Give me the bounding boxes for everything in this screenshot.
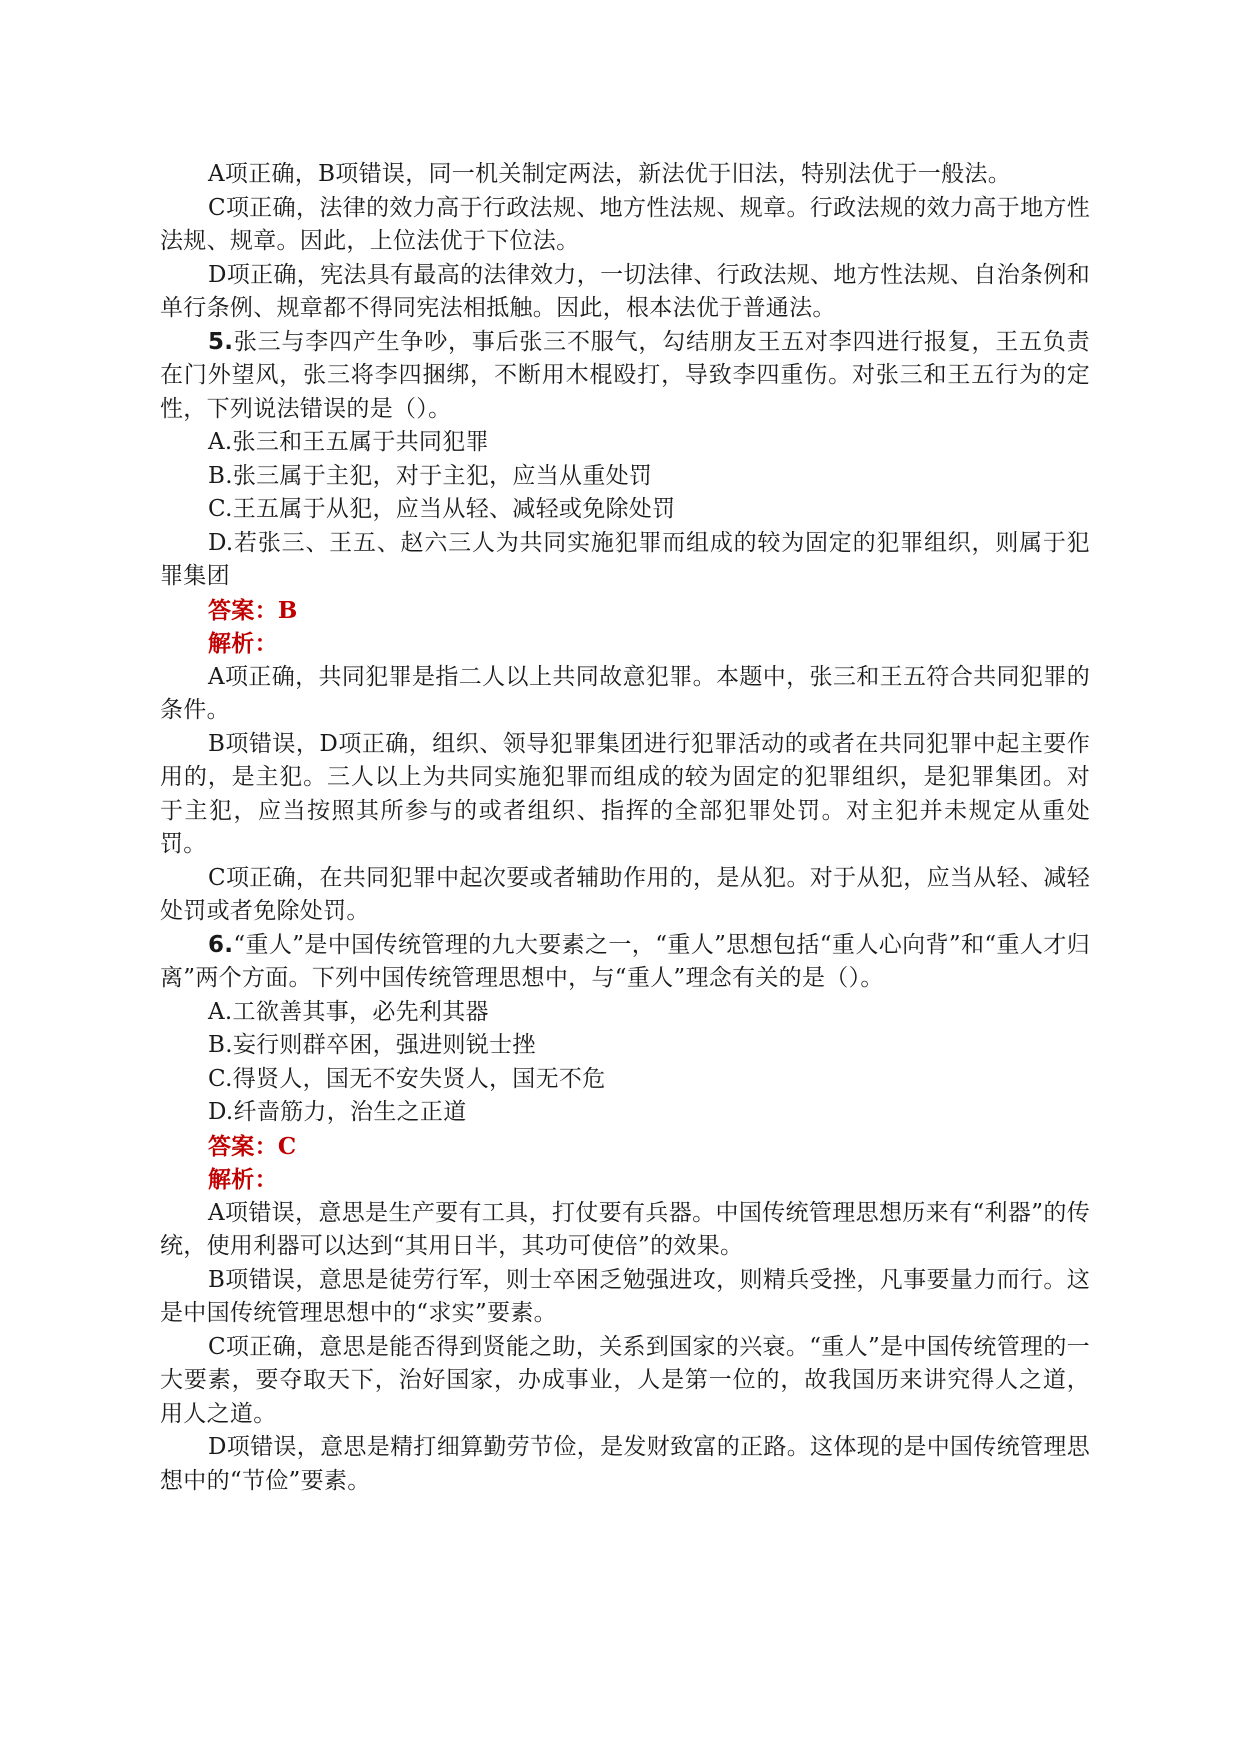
question-5-option-c: C.王五属于从犯，应当从轻、减轻或免除处罚 xyxy=(208,496,676,522)
question-6-option-a: A.工欲善其事，必先利其器 xyxy=(208,998,489,1025)
question-5-answer: 答案：B xyxy=(208,596,298,624)
question-6-option-c: C.得贤人，国无不安失贤人，国无不危 xyxy=(208,1065,606,1092)
question-5-option-b: B.张三属于主犯，对于主犯，应当从重处罚 xyxy=(208,462,653,489)
question-6-analysis-a: A项错误，意思是生产要有工具，打仗要有兵器。中国传统管理思想历来有“利器”的传统，使用利器可以达到“其用日半，其功可使倍”的效果。 xyxy=(160,1199,1090,1259)
question-6-number: 6. xyxy=(208,931,234,958)
question-6-analysis-d: D项错误，意思是精打细算勤劳节俭，是发财致富的正路。这体现的是中国传统管理思想中的“节俭”要素。 xyxy=(160,1434,1090,1494)
question-5-option-d: D.若张三、王五、赵六三人为共同实施犯罪而组成的较为固定的犯罪组织，则属于犯罪集团 xyxy=(160,529,1090,589)
prev-explanation-c: C项正确，法律的效力高于行政法规、地方性法规、规章。行政法规的效力高于地方性法规、规章。因此，上位法优于下位法。 xyxy=(160,194,1090,254)
question-6-text: “重人”是中国传统管理的九大要素之一，“重人”思想包括“重人心向背”和“重人才归离”两个方面。下列中国传统管理思想中，与“重人”理念有关的是（）。 xyxy=(160,931,1090,991)
question-5-analysis-c: C项正确，在共同犯罪中起次要或者辅助作用的，是从犯。对于从犯，应当从轻、减轻处罚或者免除处罚。 xyxy=(160,864,1090,924)
question-6-stem xyxy=(160,929,1090,996)
question-6-analysis-c: C项正确，意思是能否得到贤能之助，关系到国家的兴衰。“重人”是中国传统管理的一大要素，要夺取天下，治好国家，办成事业，人是第一位的，故我国历来讲究得人之道，用人之道。 xyxy=(160,1333,1090,1427)
question-5-stem xyxy=(160,326,1090,427)
question-6-answer: 答案：C xyxy=(208,1132,297,1160)
question-6-analysis-b: B项错误，意思是徒劳行军，则士卒困乏勉强进攻，则精兵受挫，凡事要量力而行。这是中国传统管理思想中的“求实”要素。 xyxy=(160,1266,1090,1326)
question-5-analysis-a: A项正确，共同犯罪是指二人以上共同故意犯罪。本题中，张三和王五符合共同犯罪的条件。 xyxy=(160,663,1090,723)
prev-explanation-d: D项正确，宪法具有最高的法律效力，一切法律、行政法规、地方性法规、自治条例和单行条例、规章都不得同宪法相抵触。因此，根本法优于普通法。 xyxy=(160,261,1090,321)
question-5-text: 张三与李四产生争吵，事后张三不服气，勾结朋友王五对李四进行报复，王五负责在门外望风，张三将李四捆绑，不断用木棍殴打，导致李四重伤。对张三和王五行为的定性，下列说法错误的是（）。 xyxy=(160,328,1090,422)
question-5-option-a: A.张三和王五属于共同犯罪 xyxy=(208,429,489,455)
question-5-analysis-label: 解析： xyxy=(208,630,278,657)
question-6-option-d: D.纤啬筋力，治生之正道 xyxy=(208,1099,467,1125)
question-5-analysis-bd: B项错误，D项正确，组织、领导犯罪集团进行犯罪活动的或者在共同犯罪中起主要作用的，是主犯。三人以上为共同实施犯罪而组成的较为固定的犯罪组织，是犯罪集团。对于主犯，应当按照其所参与的或者组织、指挥的全部犯罪处罚。对主犯并未规定从重处罚。 xyxy=(160,730,1090,857)
document-page xyxy=(160,158,1090,1498)
question-5-number: 5. xyxy=(208,328,234,355)
prev-explanation-a: A项正确，B项错误，同一机关制定两法，新法优于旧法，特别法优于一般法。 xyxy=(208,161,1012,187)
question-6-analysis-label: 解析： xyxy=(208,1166,278,1193)
question-6-option-b: B.妄行则群卒困，强进则锐士挫 xyxy=(208,1032,536,1058)
